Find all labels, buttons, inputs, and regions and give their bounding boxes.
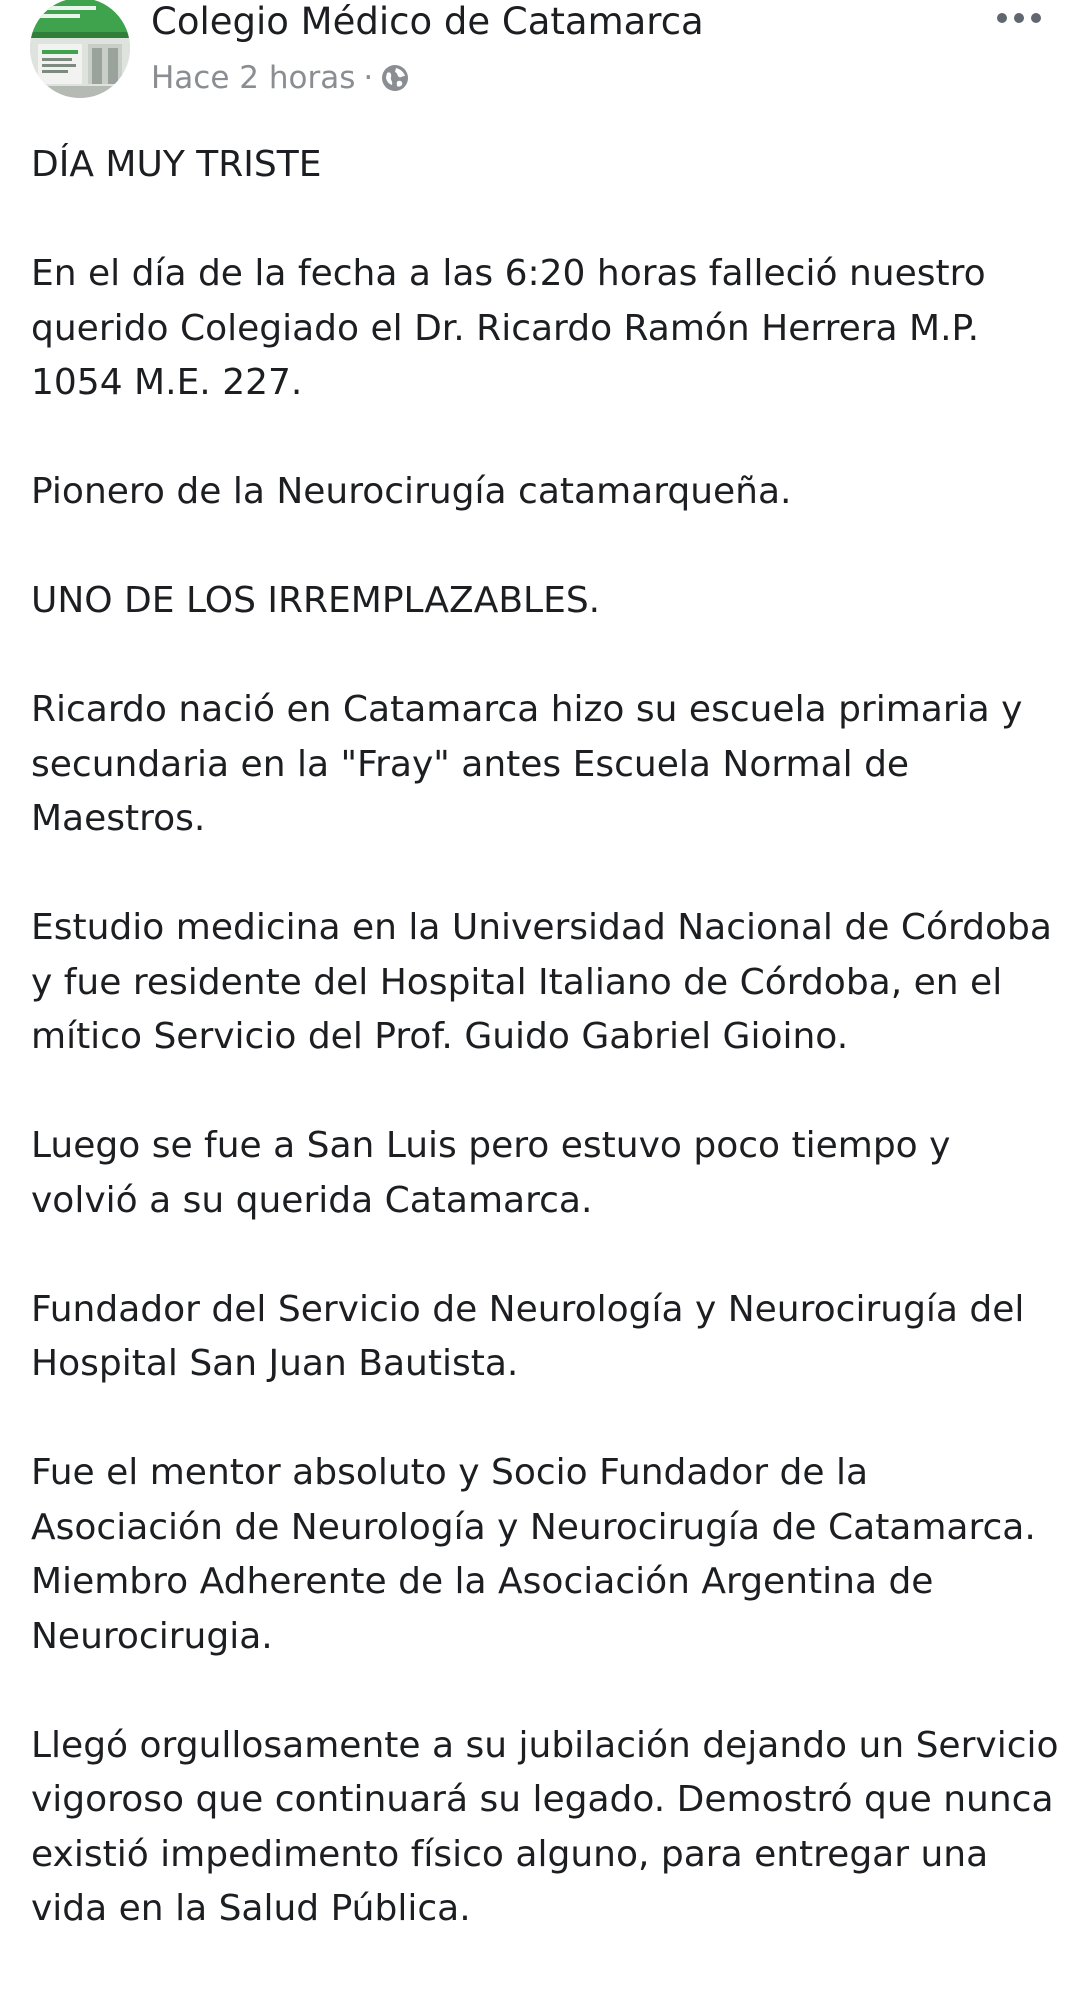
more-options-button[interactable] (992, 2, 1046, 34)
post-paragraph: Pionero de la Neurocirugía catamarqueña. (31, 471, 792, 512)
more-options-icon (996, 12, 1042, 24)
post-paragraph: DÍA MUY TRISTE (31, 144, 322, 185)
post-text (31, 138, 1061, 1991)
post-paragraph: Fue el mentor absoluto y Socio Fundador de la Asociación de Neurología y Neurocirugía de Catamarca. Miembro Adherente de la Asociación Argentina de Neurocirugia. (31, 1452, 1036, 1657)
post-paragraph: Luego se fue a San Luis pero estuvo poco tiempo y volvió a su querida Catamarca. (31, 1125, 951, 1221)
post-timestamp[interactable]: Hace 2 horas (151, 60, 356, 96)
post-paragraph: Ricardo nació en Catamarca hizo su escuela primaria y secundaria en la "Fray" antes Escuela Normal de Maestros. (31, 689, 1023, 839)
post-paragraph: Fundador del Servicio de Neurología y Neurocirugía del Hospital San Juan Bautista. (31, 1288, 1025, 1384)
post-paragraph: Estudio medicina en la Universidad Nacional de Córdoba y fue residente del Hospital Italiano de Córdoba, en el mítico Servicio del Prof. Guido Gabriel Gioino. (31, 907, 1052, 1057)
post-paragraph: UNO DE LOS IRREMPLAZABLES. (31, 580, 601, 621)
post-header (0, 0, 1080, 110)
page-avatar[interactable] (30, 0, 130, 98)
post-paragraph: Llegó orgullosamente a su jubilación dejando un Servicio vigoroso que continuará su legado. Demostró que nunca existió impedimento físico alguno, para entregar una vida en la Salud Pública. (31, 1724, 1059, 1929)
meta-separator: · (363, 60, 374, 96)
globe-icon (379, 62, 411, 94)
post-paragraph: En el día de la fecha a las 6:20 horas falleció nuestro querido Colegiado el Dr. Ricardo Ramón Herrera M.P. 1054 M.E. 227. (31, 253, 986, 403)
post-meta (151, 58, 411, 98)
page-name-link[interactable]: Colegio Médico de Catamarca (151, 0, 704, 43)
